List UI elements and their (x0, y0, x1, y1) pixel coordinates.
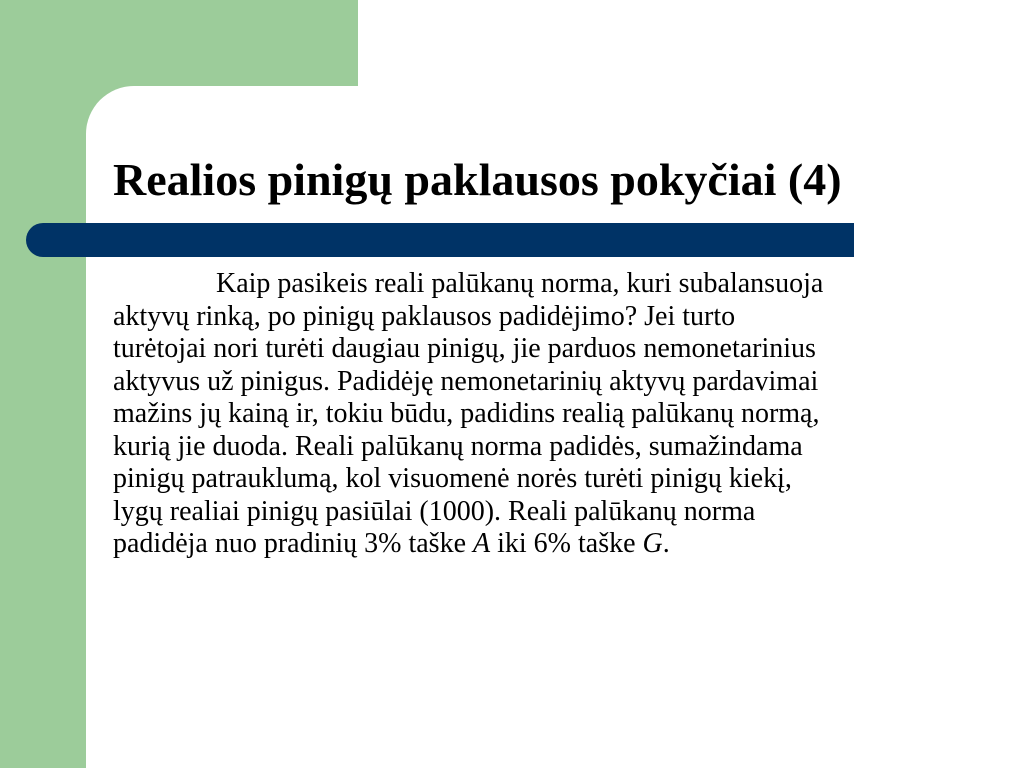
point-a-label: A (473, 528, 491, 559)
paragraph-line: kurią jie duoda. Reali palūkanų norma padidės, sumažindama (113, 430, 803, 462)
paragraph-line: aktyvų rinką, po pinigų paklausos padidėjimo? Jei turto (113, 300, 736, 332)
paragraph-last-line (113, 528, 993, 561)
title-underline-bar (26, 223, 854, 257)
paragraph-line: Kaip pasikeis reali palūkanų norma, kuri subalansuoja (216, 268, 824, 299)
point-g-label: G (642, 528, 663, 559)
paragraph-line: aktyvus už pinigus. Padidėję nemonetarinių aktyvų pardavimai (113, 365, 819, 397)
paragraph-line: turėtojai nori turėti daugiau pinigų, jie parduos nemonetarinius (113, 333, 816, 364)
last-line-text-middle: iki 6% taške (490, 528, 643, 559)
slide-title: Realios pinigų paklausos pokyčiai (4) (113, 154, 842, 205)
paragraph-line: lygų realiai pinigų pasiūlai (1000). Reali palūkanų norma (113, 495, 756, 527)
last-line-text-start: padidėja nuo pradinių 3% taške (113, 528, 474, 559)
slide-body-paragraph (113, 268, 993, 561)
paragraph-line: pinigų patrauklumą, kol visuomenė norės turėti pinigų kiekį, (113, 463, 792, 494)
paragraph-line: mažins jų kainą ir, tokiu būdu, padidins realią palūkanų normą, (113, 398, 820, 429)
last-line-text-end: . (662, 528, 670, 559)
